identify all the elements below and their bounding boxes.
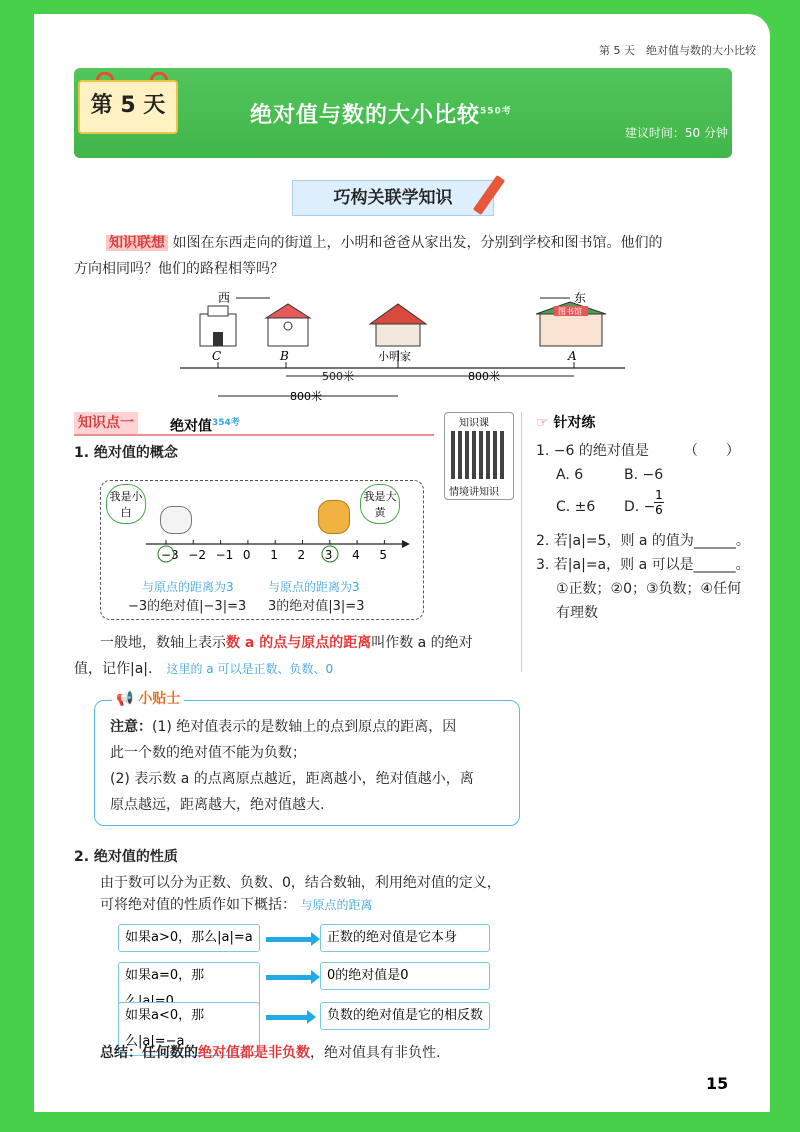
- library-sign: 图书馆: [558, 307, 582, 316]
- qr-bottom-label: 情境讲知识: [449, 487, 499, 498]
- property-heading: 2. 绝对值的性质: [74, 849, 178, 865]
- west-label: 西: [218, 291, 231, 305]
- lesson-title: [250, 98, 512, 129]
- q1-fraction-num: 1: [655, 488, 663, 502]
- tip-line-1: [110, 716, 456, 738]
- result-negative: 负数的绝对值是它的相反数: [320, 1002, 490, 1030]
- tip-line-4: 原点越远，距离越大，绝对值越大.: [110, 797, 325, 813]
- kp-title-sup: 354考: [212, 418, 240, 428]
- megaphone-icon: 📢: [116, 691, 134, 707]
- definition-line-1: [100, 632, 473, 654]
- point-b: B: [280, 349, 289, 363]
- number-line: [140, 536, 410, 566]
- lesson-title-sup: 550考: [480, 106, 512, 117]
- white-dog-icon: [160, 506, 192, 534]
- day-label: 第 5 天: [78, 80, 178, 134]
- point-a: A: [568, 349, 577, 363]
- def-1c: 叫作数 a 的绝对: [371, 635, 473, 651]
- number-line-tick-label: 1: [270, 548, 278, 562]
- number-line-tick-label: 5: [379, 548, 388, 562]
- point-c: C: [212, 349, 222, 363]
- property-row-negative: [118, 1002, 492, 1049]
- concept-heading: 1. 绝对值的概念: [74, 445, 178, 461]
- def-2-note: 这里的 a 可以是正数、负数、0: [166, 662, 334, 676]
- property-row-zero: [118, 962, 492, 992]
- distance-right-note: 与原点的距离为3: [268, 580, 360, 594]
- q1-option-b: B. −6: [624, 467, 664, 483]
- tip-note-label: 注意：: [110, 719, 152, 735]
- knowledge-point-title: [170, 412, 240, 438]
- property-note: 与原点的距离: [300, 898, 373, 912]
- result-positive: 正数的绝对值是它本身: [320, 924, 490, 952]
- property-line-1: 由于数可以分为正数、负数、0，结合数轴，利用绝对值的定义，: [100, 875, 501, 891]
- qr-code-icon[interactable]: [451, 431, 505, 479]
- intro-line-2: 方向相同吗？他们的路程相等吗？: [74, 261, 284, 277]
- number-line-tick-label: 0: [242, 548, 251, 562]
- abs-right-note: 3的绝对值|3|=3: [268, 599, 365, 614]
- property-line-2: [100, 894, 372, 916]
- q1-fraction-den: 6: [655, 503, 663, 517]
- library-icon: [536, 302, 606, 346]
- q1-option-a: A. 6: [556, 467, 584, 483]
- distance-500: 500米: [322, 370, 354, 383]
- bubble-right: 我是大黄: [360, 484, 400, 524]
- tip-label-text: 小贴士: [138, 691, 181, 707]
- intro-line-1: [106, 232, 746, 254]
- practice-q1: 1. −6 的绝对值是 （ ）: [536, 443, 740, 459]
- def-2: 值，记作|a|.: [74, 661, 153, 677]
- practice-q3-line1: 3. 若|a|=a，则 a 可以是______。: [536, 557, 750, 573]
- home-icon: [370, 304, 426, 346]
- column-divider: [521, 412, 522, 672]
- q1-option-d: D. −: [624, 499, 656, 515]
- def-1a: 一般地，数轴上表示: [100, 635, 226, 651]
- running-header: 第 5 天 绝对值与数的大小比较: [599, 44, 756, 57]
- tip-line-1-text: (1) 绝对值表示的是数轴上的点到原点的距离，因: [152, 719, 457, 735]
- distance-left-note: 与原点的距离为3: [142, 580, 234, 594]
- number-line-tick-label: 2: [297, 548, 306, 562]
- cond-zero: 如果a=0，那: [118, 962, 260, 1016]
- summary-line: [100, 1042, 440, 1064]
- intro-text-1: 如图在东西走向的街道上，小明和爸爸从家出发，分别到学校和图书馆。他们的: [172, 235, 663, 251]
- property-row-positive: [118, 924, 492, 954]
- summary-b: 绝对值都是非负数: [198, 1045, 310, 1061]
- distance-800-east: 800米: [468, 370, 500, 383]
- bubble-left: 我是小白: [106, 484, 146, 524]
- cond-negative: 如果a<0，那么|a|=−a: [118, 1002, 260, 1056]
- school-icon: [200, 306, 236, 346]
- tip-line-2: 此一个数的绝对值不能为负数；: [110, 745, 306, 761]
- number-line-tick-label: −3: [161, 548, 179, 562]
- number-line-tick-label: 3: [324, 548, 333, 562]
- q1-fraction: [654, 488, 664, 517]
- qr-card[interactable]: [444, 412, 514, 500]
- summary-c: ，绝对值具有非负性.: [310, 1045, 441, 1061]
- east-label: 东: [574, 291, 587, 305]
- number-line-tick-label: −2: [188, 548, 207, 562]
- intro-tag: 知识联想: [106, 235, 168, 251]
- arrow-icon: [266, 937, 312, 942]
- tip-label: [112, 688, 184, 708]
- kp-title-text: 绝对值: [170, 418, 212, 435]
- knowledge-point-tag: 知识点一: [74, 412, 138, 434]
- arrow-icon: [266, 1015, 308, 1020]
- home-label: 小明家: [378, 350, 411, 363]
- number-line-tick-label: 4: [352, 548, 360, 562]
- def-1b: 数 a 的点与原点的距离: [226, 635, 372, 651]
- hand-icon: ☞: [536, 415, 549, 431]
- abs-left-note: −3的绝对值|−3|=3: [128, 599, 247, 614]
- qr-top-label: 知识课: [459, 418, 489, 429]
- number-line-tick-label: −1: [215, 548, 234, 562]
- section-title: 巧构关联学知识: [292, 180, 494, 216]
- street-map: [170, 284, 640, 406]
- lesson-title-text: 绝对值与数的大小比较: [250, 103, 481, 128]
- practice-q2: 2. 若|a|=5，则 a 的值为______。: [536, 533, 750, 549]
- property-line-2-text: 可将绝对值的性质作如下概括：: [100, 897, 296, 913]
- cond-positive: 如果a>0，那么|a|=a: [118, 924, 260, 952]
- yellow-dog-icon: [318, 500, 350, 534]
- arrow-icon: [266, 975, 312, 980]
- suggested-time: 建议时间：50 分钟: [624, 126, 728, 140]
- page-number: 15: [706, 1074, 729, 1093]
- practice-q3-line2: ①正数；②0；③负数；④任何: [556, 581, 742, 597]
- practice-q3-line3: 有理数: [556, 605, 598, 621]
- result-zero: 0的绝对值是0: [320, 962, 490, 990]
- distance-800-west: 800米: [290, 390, 322, 403]
- practice-title-text: 针对练: [553, 415, 596, 431]
- summary-a: 总结：任何数的: [100, 1045, 198, 1061]
- q1-option-c: C. ±6: [556, 499, 596, 515]
- definition-line-2: [74, 658, 333, 680]
- library-building-icon: [266, 304, 310, 346]
- tip-line-3: (2) 表示数 a 的点离原点越近，距离越小，绝对值越小，离: [110, 771, 474, 787]
- practice-title: [536, 412, 595, 432]
